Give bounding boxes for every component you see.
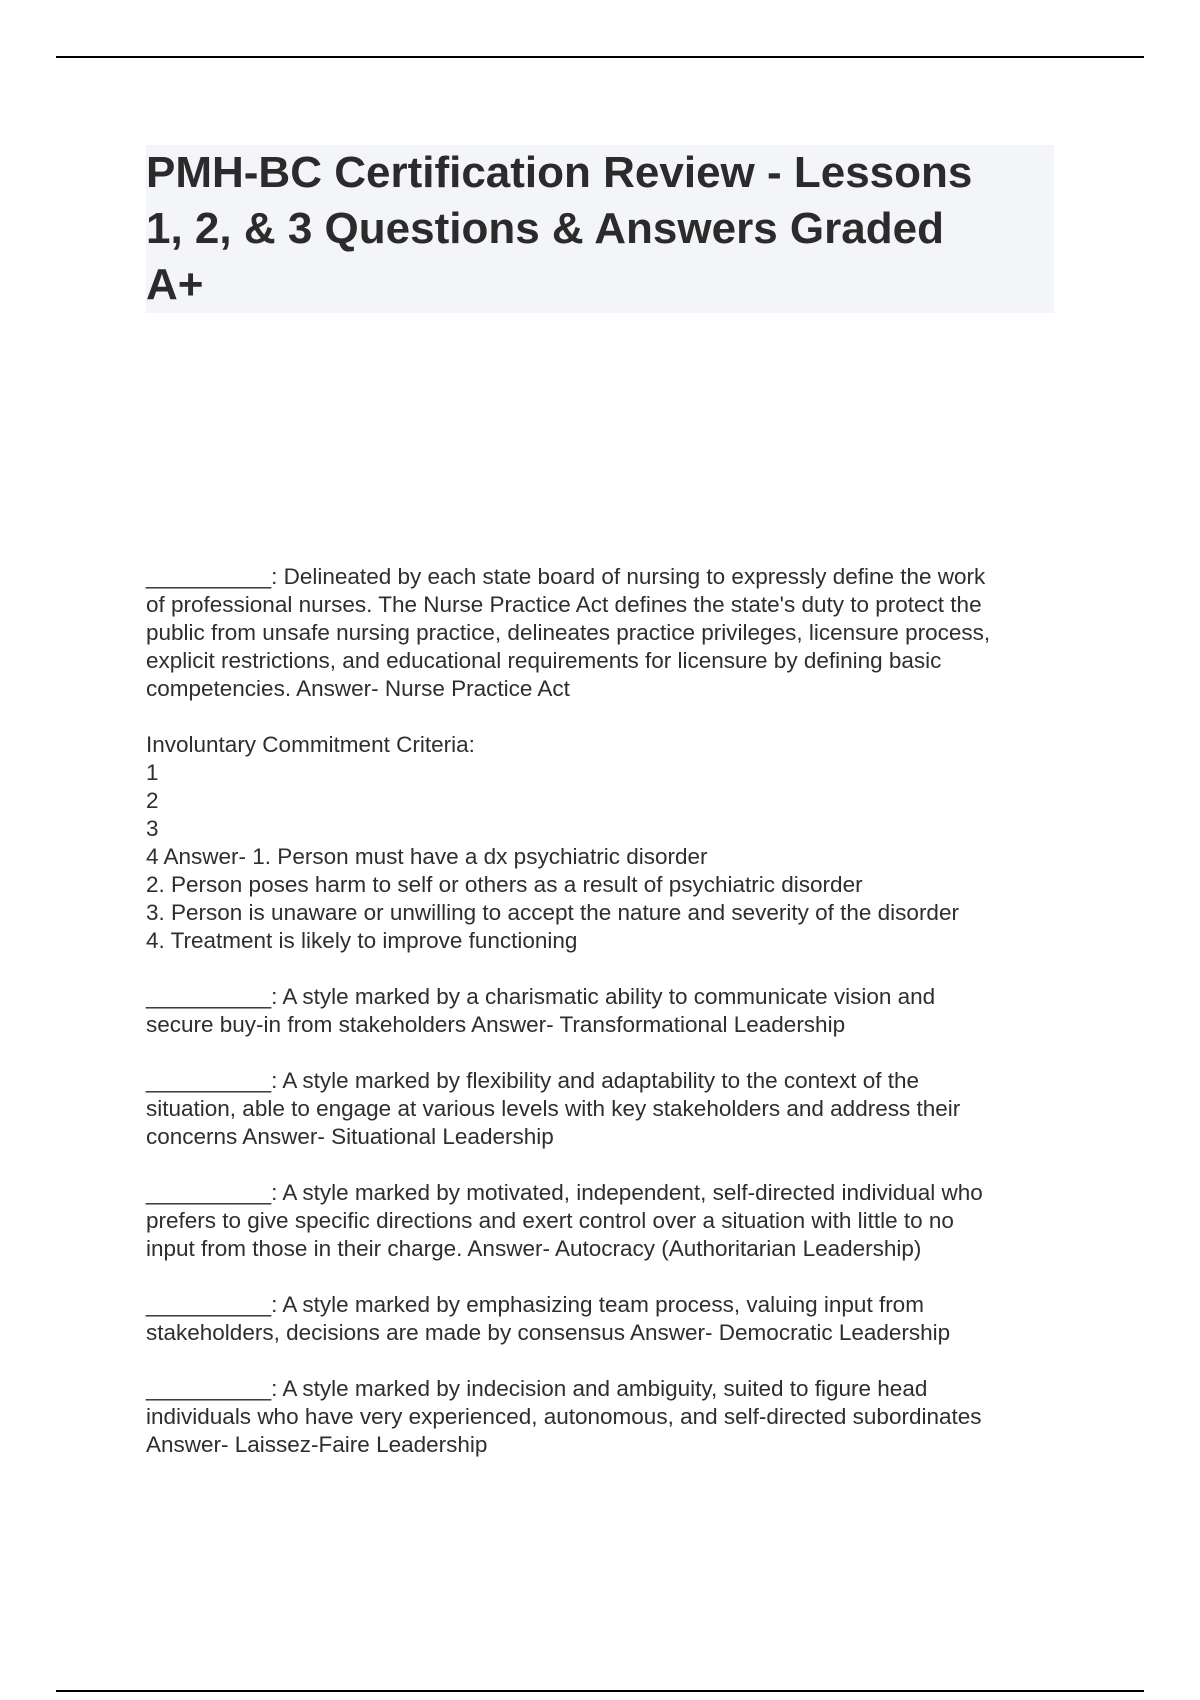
title-line: A+ [146,260,204,309]
qa-line: secure buy-in from stakeholders Answer- Transformational Leadership [146,1012,846,1037]
qa-line: 2. Person poses harm to self or others as a result of psychiatric disorder [146,872,863,897]
qa-line: of professional nurses. The Nurse Practice Act defines the state's duty to protect the [146,592,982,617]
title-block [146,145,1054,313]
qa-entry-transformational [146,983,1066,1039]
qa-entry-autocracy [146,1179,1066,1263]
qa-entry-laissez-faire [146,1375,1066,1459]
bottom-rule [56,1690,1144,1692]
qa-list [146,563,1066,1487]
qa-line: public from unsafe nursing practice, delineates practice privileges, licensure process, [146,620,991,645]
qa-line: __________: Delineated by each state board of nursing to expressly define the work [146,564,986,589]
qa-entry-nurse-practice-act [146,563,1066,703]
page-title [146,145,1054,313]
qa-line: 4 Answer- 1. Person must have a dx psychiatric disorder [146,844,708,869]
qa-line: concerns Answer- Situational Leadership [146,1124,554,1149]
qa-line: __________: A style marked by flexibility and adaptability to the context of the [146,1068,919,1093]
qa-line: 3. Person is unaware or unwilling to accept the nature and severity of the disorder [146,900,959,925]
qa-line: explicit restrictions, and educational requirements for licensure by defining basic [146,648,942,673]
qa-line: input from those in their charge. Answer- Autocracy (Authoritarian Leadership) [146,1236,922,1261]
qa-line: situation, able to engage at various levels with key stakeholders and address their [146,1096,961,1121]
qa-line: __________: A style marked by indecision and ambiguity, suited to figure head [146,1376,928,1401]
qa-line: prefers to give specific directions and exert control over a situation with little to no [146,1208,954,1233]
qa-line: __________: A style marked by a charismatic ability to communicate vision and [146,984,936,1009]
qa-line: Answer- Laissez-Faire Leadership [146,1432,488,1457]
qa-entry-democratic [146,1291,1066,1347]
qa-line: 3 [146,816,159,841]
top-rule [56,56,1144,58]
qa-line: individuals who have very experienced, autonomous, and self-directed subordinates [146,1404,982,1429]
title-line: PMH-BC Certification Review - Lessons [146,148,973,197]
qa-entry-involuntary-commitment [146,731,1066,955]
title-line: 1, 2, & 3 Questions & Answers Graded [146,204,944,253]
qa-line: __________: A style marked by emphasizing team process, valuing input from [146,1292,924,1317]
qa-line: Involuntary Commitment Criteria: [146,732,475,757]
qa-line: 1 [146,760,159,785]
qa-line: competencies. Answer- Nurse Practice Act [146,676,570,701]
qa-line: stakeholders, decisions are made by consensus Answer- Democratic Leadership [146,1320,951,1345]
qa-line: 4. Treatment is likely to improve functioning [146,928,578,953]
qa-entry-situational [146,1067,1066,1151]
qa-line: __________: A style marked by motivated, independent, self-directed individual who [146,1180,983,1205]
qa-line: 2 [146,788,159,813]
